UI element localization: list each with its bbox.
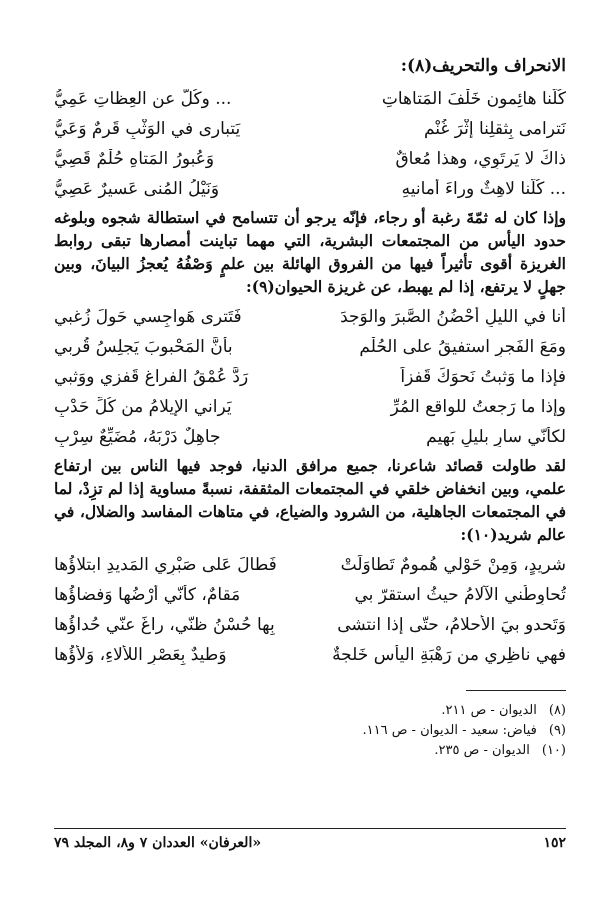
verse-second-hemistich: فَتَترى هَواجِسي حَولَ زُغبي (54, 307, 242, 327)
verse-line (54, 422, 566, 452)
verse-first-hemistich: تُحاوِطُني الآلامُ حيثُ استقرّ بي (354, 585, 566, 605)
verse-block-2 (54, 302, 566, 452)
verse-first-hemistich: ومَعَ الفَجرِ استفيقُ على الحُلْمِ (359, 337, 566, 357)
verse-second-hemistich: بِها حُسْنُ ظنّي، راغَ عنّي حُداؤُها (54, 615, 275, 635)
verse-first-hemistich: فإذا ما وَثبتُ نَحوَكَ قَفزاً (400, 367, 566, 387)
verse-line (54, 610, 566, 640)
verse-line (54, 362, 566, 392)
verse-first-hemistich: وإذا ما رَجعتُ للواقعِ المُرِّ (390, 397, 566, 417)
journal-citation: «العرفان» العددان ٧ و٨، المجلد ٧٩ (54, 835, 262, 851)
verse-line (54, 640, 566, 670)
verse-first-hemistich: أنا في الليلِ أحْضُنُ الصَّبرَ والوَجدَ (340, 307, 566, 327)
verse-line (54, 174, 566, 204)
page-number: ١٥٢ (543, 835, 566, 851)
footnote-separator (466, 690, 566, 691)
verse-line (54, 144, 566, 174)
verse-second-hemistich: وَنَيْلُ المُنى عَسيرٌ عَصِيُّ (54, 179, 220, 199)
footnote-text: الديوان - ص ٢١١. (441, 703, 537, 718)
verse-second-hemistich: فَطالَ عَلى صَبْرِي المَديدِ ابتلاؤُها (54, 555, 277, 575)
verse-second-hemistich: جاهِلٌ دَرْبَهُ، مُضَيِّعٌ سِرْبِ (54, 427, 221, 447)
paragraph-1: وإذا كان له ثمّةَ رغبة أو رجاء، فإنّه يرجو أن تتسامح في استطالة شجوه وبلوغه حدود اليأس من المجتمعات البشرية، التي مهما تباينت أمصارها تبقى روابط الغريزة أقوى تأثيراً فيها من الفروق الهائلة بين علمٍ وَصْفُهُ يُعجزُ البيانَ، وبين جهلٍ لا يرتفع، إذا لم يهبط، عن غريزة الحيوان(٩): (54, 208, 566, 296)
verse-second-hemistich: بأنَّ المَحْبوبَ يَجلِسُ قُربي (54, 337, 233, 357)
footnote-number: (٩) (548, 723, 566, 738)
verse-block-1 (54, 84, 566, 204)
verse-line (54, 302, 566, 332)
verse-first-hemistich: نَترامى بِثقلِنا إثْرَ غُنْمٍ (423, 119, 566, 139)
footnote (54, 721, 566, 741)
page-content (54, 52, 566, 852)
paragraph-2: لقد طاولت قصائد شاعرنا، جميع مرافق الدنيا، فوجد فيها الناس بين ارتفاع علمي، وبين انخفاض خلقي في المجتمعات المثقفة، نسبةً مساوية إذا لم تزِدْ، لما في المجتمعات الجاهلية، من الشرود والضياع، في متاهات المفاسد والضلال، في عالم شريد(١٠): (54, 456, 566, 544)
section-heading: الانحراف والتحريف(٨): (400, 56, 566, 76)
verse-second-hemistich: رَدَّ عُمْقُ الفراغِ قَفزي ووَثبي (54, 367, 249, 387)
verse-line (54, 332, 566, 362)
verse-first-hemistich: وَتَحدو بيَ الأحلامُ، حتّى إذا انتشى (337, 615, 566, 635)
verse-line (54, 114, 566, 144)
verse-line (54, 550, 566, 580)
verse-line (54, 580, 566, 610)
verse-first-hemistich: ... كُلُّنا لاهِثٌ وراءَ أمانيهِ (401, 179, 566, 199)
page-footer (54, 828, 566, 851)
verse-first-hemistich: ذاكَ لا يَرتَوِي، وهذا مُعاقٌ (395, 149, 566, 169)
verse-second-hemistich: وَعُبورُ المَتاهِ حُلْمٌ قَصِيُّ (54, 149, 215, 169)
footnote-text: فياض: سعيد - الديوان - ص ١١٦. (362, 723, 537, 738)
footnote (54, 741, 566, 761)
verse-second-hemistich: وَطيدٌ بِعَصْرِ اللأْلاءِ، وَلأْؤُها (54, 645, 227, 665)
verse-first-hemistich: فهي ناظِري من رَهْبَةِ اليأسِ خَلجةٌ (332, 645, 566, 665)
footnote (54, 701, 566, 721)
verse-first-hemistich: شريدٍ، وَمِنْ حَوْلي هُمومٌ تَطاوَلَتْ (340, 555, 566, 575)
verse-second-hemistich: ... وكُلٌّ عن العِظاتِ عَمِيُّ (54, 89, 232, 109)
verse-first-hemistich: كُلُّنا هائِمون خَلْفَ المَتاهاتِ (381, 89, 566, 109)
verse-line (54, 392, 566, 422)
verse-block-3 (54, 550, 566, 670)
footnote-number: (١٠) (541, 743, 566, 758)
footnotes (54, 701, 566, 761)
verse-first-hemistich: لكأنّي سارٍ بليلٍ بَهيمٍ (426, 427, 566, 447)
verse-second-hemistich: يَتبارى في الوَثْبِ قَرمٌ وَعَيُّ (54, 119, 241, 139)
footnote-number: (٨) (548, 703, 566, 718)
verse-line (54, 84, 566, 114)
verse-second-hemistich: يَراني الإيلامُ من كُلِّ حَدْبِ (54, 397, 232, 417)
footnote-text: الديوان - ص ٢٣٥. (434, 743, 530, 758)
verse-second-hemistich: مَقامٌ، كأنّي أرْضُها وَفضاؤُها (54, 585, 241, 605)
